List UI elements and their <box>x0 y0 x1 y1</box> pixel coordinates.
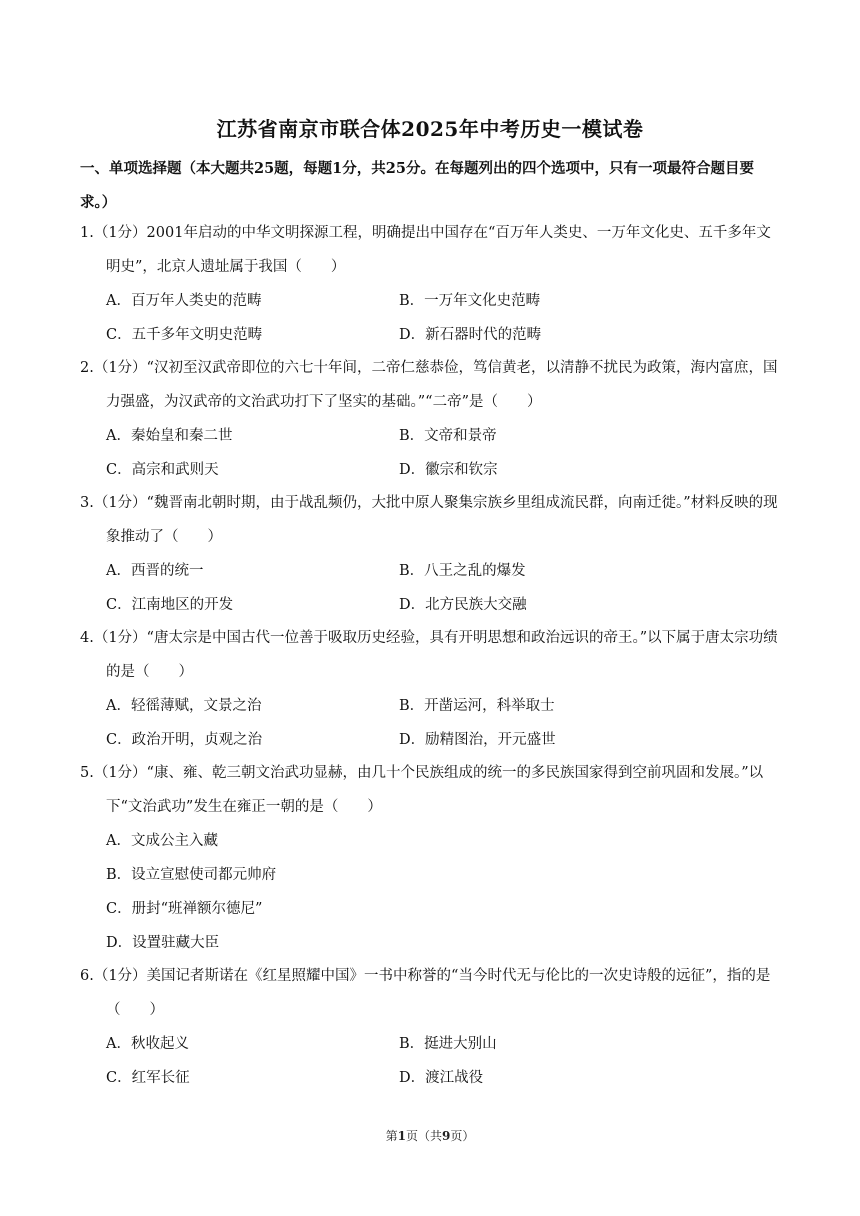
question-stem: 2.（1分）“汉初至汉武帝即位的六七十年间，二帝仁慈恭俭，笃信黄老，以清静不扰民为政策，海内富庶，国力强盛，为汉武帝的文治武功打下了坚实的基础。”“二帝”是（ ） <box>80 360 778 410</box>
question-2-option-a: A．秦始皇和秦二世 <box>106 428 233 444</box>
question-3 <box>80 486 780 554</box>
question-stem: 5.（1分）“康、雍、乾三朝文治武功显赫，由几十个民族组成的统一的多民族国家得到空前巩固和发展。”以下“文治武功”发生在雍正一朝的是（ ） <box>80 765 764 815</box>
question-1-option-c: C．五千多年文明史范畴 <box>106 327 263 343</box>
footer-mid: 页（共 <box>405 1129 442 1143</box>
question-6-option-a: A．秋收起义 <box>106 1036 189 1052</box>
question-1-option-a: A．百万年人类史的范畴 <box>106 293 262 309</box>
question-6-option-d: D．渡江战役 <box>399 1070 484 1086</box>
total-pages: 9 <box>442 1129 451 1143</box>
question-6 <box>80 959 780 1027</box>
page-title: 江苏省南京市联合体2025年中考历史一模试卷 <box>216 117 644 141</box>
question-stem: 1.（1分）2001年启动的中华文明探源工程，明确提出中国存在“百万年人类史、一万年文化史、五千多年文明史”，北京人遗址属于我国（ ） <box>80 225 771 275</box>
question-stem: 6.（1分）美国记者斯诺在《红星照耀中国》一书中称誉的“当今时代无与伦比的一次史诗般的远征”，指的是（ ） <box>80 968 771 1018</box>
question-2 <box>80 351 780 419</box>
question-3-option-a: A．西晋的统一 <box>106 563 204 579</box>
question-4 <box>80 621 780 689</box>
question-1 <box>80 216 780 284</box>
question-4-option-b: B．开凿运河，科举取士 <box>399 698 555 714</box>
question-3-option-d: D．北方民族大交融 <box>399 597 527 613</box>
question-5-option-b: B．设立宣慰使司都元帅府 <box>106 867 277 883</box>
question-1-option-b: B．一万年文化史范畴 <box>399 293 541 309</box>
question-stem: 3.（1分）“魏晋南北朝时期，由于战乱频仍，大批中原人聚集宗族乡里组成流民群，向南迁徙。”材料反映的现象推动了（ ） <box>80 495 778 545</box>
question-1-option-d: D．新石器时代的范畴 <box>399 327 542 343</box>
question-4-option-c: C．政治开明，贞观之治 <box>106 732 263 748</box>
question-3-option-c: C．江南地区的开发 <box>106 597 234 613</box>
section-heading: 一、单项选择题（本大题共25题，每题1分，共25分。在每题列出的四个选项中，只有一项最符合题目要求。） <box>80 160 754 211</box>
question-2-option-d: D．徽宗和钦宗 <box>399 462 498 478</box>
question-2-option-c: C．高宗和武则天 <box>106 462 219 478</box>
footer-suffix: 页） <box>450 1129 475 1143</box>
question-5-option-d: D．设置驻藏大臣 <box>106 935 220 951</box>
question-stem: 4.（1分）“唐太宗是中国古代一位善于吸取历史经验，具有开明思想和政治远识的帝王。”以下属于唐太宗功绩的是（ ） <box>80 630 778 680</box>
question-6-option-b: B．挺进大别山 <box>399 1036 497 1052</box>
question-5 <box>80 756 780 824</box>
question-2-option-b: B．文帝和景帝 <box>399 428 497 444</box>
question-4-option-a: A．轻徭薄赋，文景之治 <box>106 698 262 714</box>
page-number: 1 <box>397 1129 406 1143</box>
page-footer <box>0 1127 860 1144</box>
question-5-option-a: A．文成公主入藏 <box>106 833 218 849</box>
question-4-option-d: D．励精图治，开元盛世 <box>399 732 556 748</box>
footer-prefix: 第 <box>385 1129 398 1143</box>
question-6-option-c: C．红军长征 <box>106 1070 190 1086</box>
question-3-option-b: B．八王之乱的爆发 <box>399 563 526 579</box>
question-5-option-c: C．册封“班禅额尔德尼” <box>106 901 263 917</box>
